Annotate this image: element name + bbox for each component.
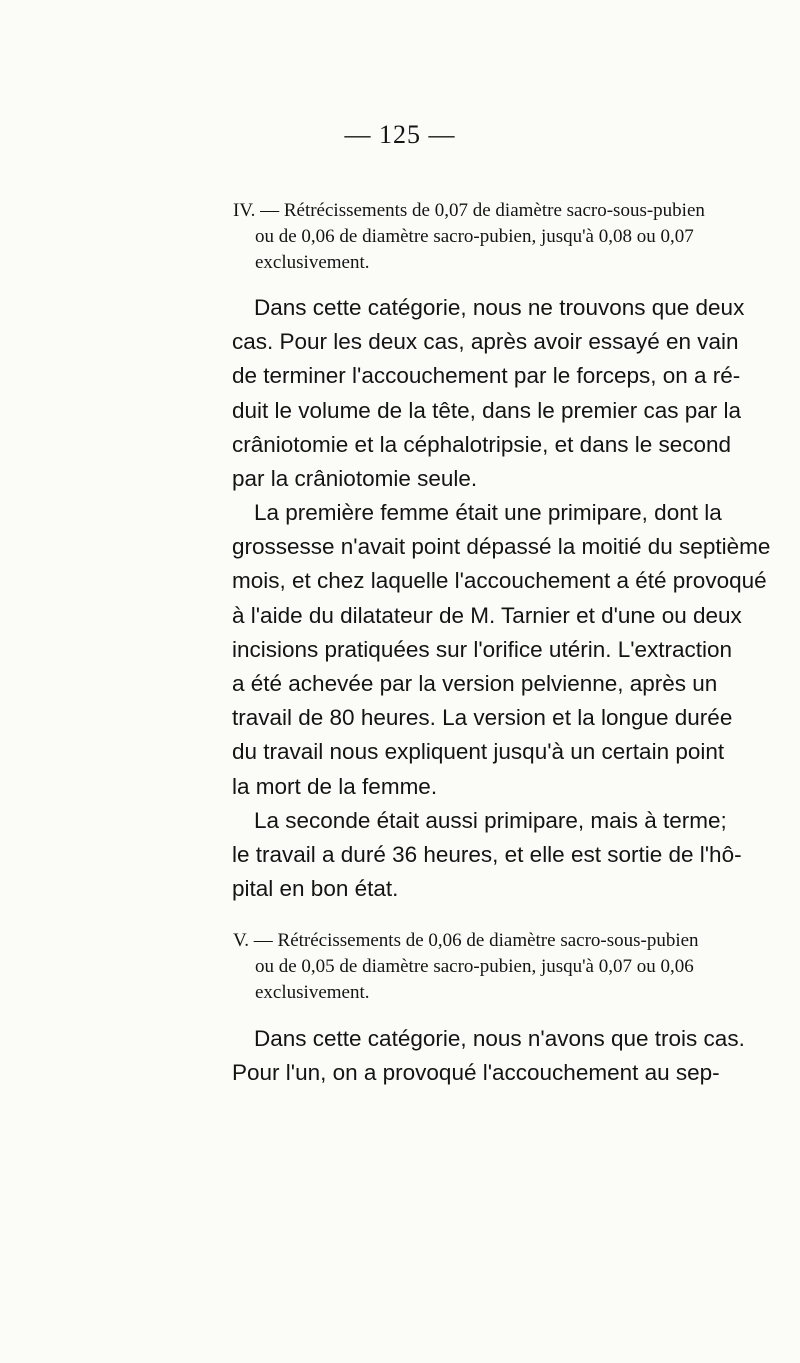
text-line: a été achevée par la version pelvienne, après un [232, 671, 718, 697]
text-line: mois, et chez laquelle l'accouchement a été provoqué [232, 568, 767, 594]
text-line: La première femme était une primipare, dont la [254, 500, 722, 525]
page-number: — 125 — [344, 120, 456, 149]
text-line: par la crâniotomie seule. [232, 466, 478, 492]
text-line: duit le volume de la tête, dans le premier cas par la [232, 397, 742, 423]
text-line: incisions pratiquées sur l'orifice utérin. L'extraction [232, 636, 733, 662]
section-v-paragraph-1 [232, 1022, 745, 1090]
heading-line: IV. — Rétrécissements de 0,07 de diamètre sacro-sous-pubien [233, 200, 705, 221]
text-line: du travail nous expliquent jusqu'à un certain point [232, 739, 725, 765]
text-line: Pour l'un, on a provoqué l'accouchement au sep- [232, 1060, 720, 1086]
text-line: Dans cette catégorie, nous n'avons que trois cas. [254, 1026, 745, 1051]
text-line: Dans cette catégorie, nous ne trouvons que deux [254, 295, 745, 320]
section-iv-paragraph-1 [232, 291, 745, 496]
section-iv-paragraph-3 [232, 804, 742, 907]
section-iv-paragraph-2 [232, 496, 771, 804]
text-line: à l'aide du dilatateur de M. Tarnier et d'une ou deux [232, 602, 742, 628]
text-line: travail de 80 heures. La version et la longue durée [232, 705, 733, 731]
text-line: La seconde était aussi primipare, mais à terme; [254, 808, 727, 833]
text-line: de terminer l'accouchement par le forceps, on a ré- [232, 363, 741, 389]
text-line: pital en bon état. [232, 876, 399, 902]
section-iv-heading [233, 198, 705, 276]
text-line: cas. Pour les deux cas, après avoir essayé en vain [232, 329, 739, 355]
heading-line: V. — Rétrécissements de 0,06 de diamètre sacro-sous-pubien [233, 930, 699, 951]
heading-line: exclusivement. [255, 982, 370, 1003]
text-line: grossesse n'avait point dépassé la moitié du septième [232, 534, 771, 560]
text-line: le travail a duré 36 heures, et elle est sortie de l'hô- [232, 842, 742, 868]
text-line: la mort de la femme. [232, 773, 438, 799]
section-v-heading [233, 928, 699, 1006]
text-line: crâniotomie et la céphalotripsie, et dans le second [232, 431, 732, 457]
heading-line: ou de 0,06 de diamètre sacro-pubien, jusqu'à 0,08 ou 0,07 [255, 226, 694, 247]
heading-line: ou de 0,05 de diamètre sacro-pubien, jusqu'à 0,07 ou 0,06 [255, 956, 694, 977]
heading-line: exclusivement. [255, 252, 370, 273]
